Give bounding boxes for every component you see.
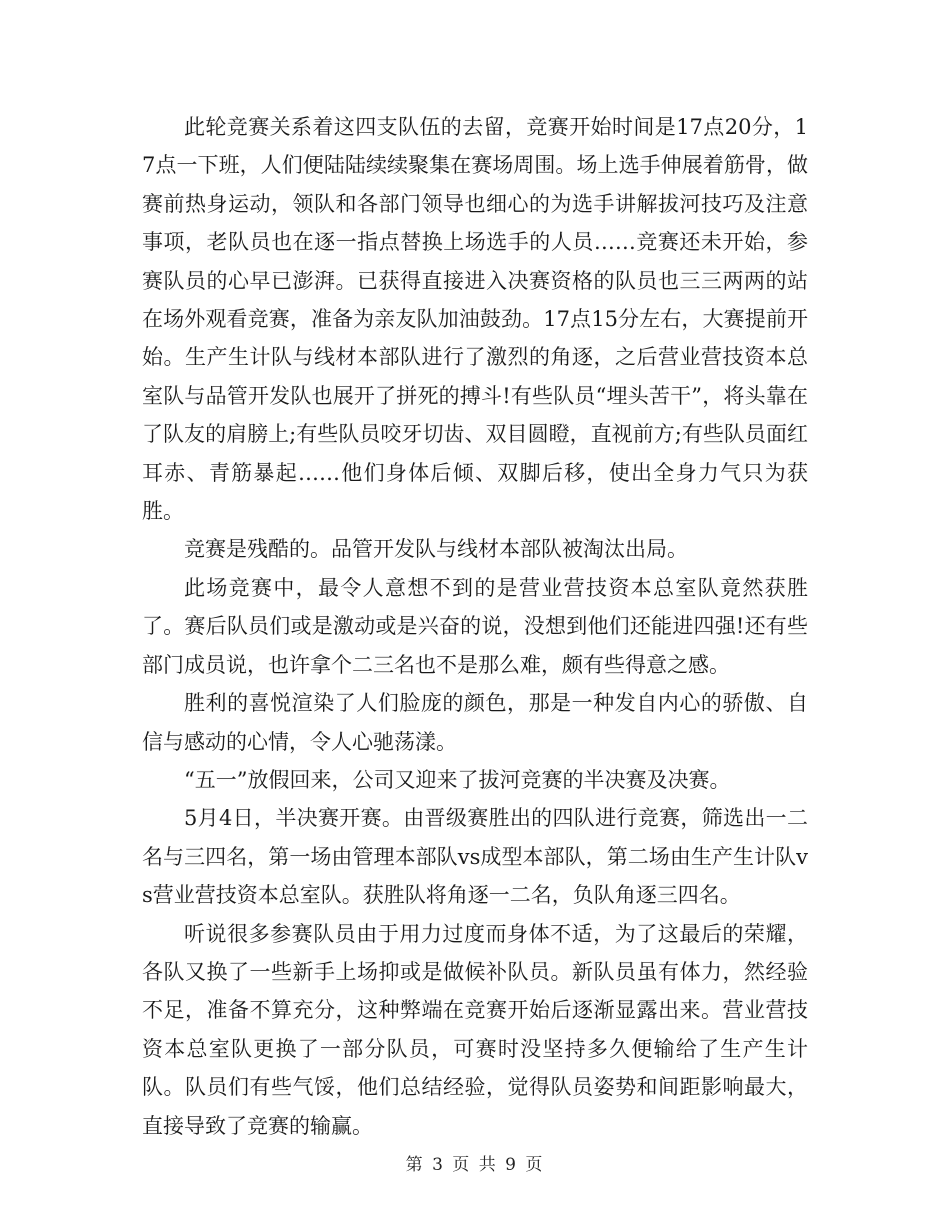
- paragraph: 此场竞赛中，最令人意想不到的是营业营技资本总室队竟然获胜了。赛后队员们或是激动或是兴奋的说，没想到他们还能进四强!还有些部门成员说，也许拿个二三名也不是那么难，颇有些得意之感。: [142, 575, 808, 677]
- paragraph: 胜利的喜悦渲染了人们脸庞的颜色，那是一种发自内心的骄傲、自信与感动的心情，令人心驰荡漾。: [142, 691, 808, 754]
- paragraph: 5月4日，半决赛开赛。由晋级赛胜出的四队进行竞赛，筛选出一二名与三四名，第一场由管理本部队vs成型本部队，第二场由生产生计队vs营业营技资本总室队。获胜队将角逐一二名，负队角逐三四名。: [142, 806, 808, 908]
- paragraph: 竞赛是残酷的。品管开发队与线材本部队被淘汰出局。: [184, 537, 688, 562]
- page-number-footer: 第 3 页 共 9 页: [405, 1155, 545, 1175]
- paragraph: 此轮竞赛关系着这四支队伍的去留，竞赛开始时间是17点20分，17点一下班，人们便陆陆续续聚集在赛场周围。场上选手伸展着筋骨，做赛前热身运动，领队和各部门领导也细心的为选手讲解拔河技巧及注意事项，老队员也在逐一指点替换上场选手的人员……竞赛还未开始，参赛队员的心早已澎湃。已获得直接进入决赛资格的队员也三三两两的站在场外观看竞赛，准备为亲友队加油鼓劲。17点15分左右，大赛提前开始。生产生计队与线材本部队进行了激烈的角逐，之后营业营技资本总室队与品管开发队也展开了拼死的搏斗!有些队员“埋头苦干”，将头靠在了队友的肩膀上;有些队员咬牙切齿、双目圆瞪，直视前方;有些队员面红耳赤、青筋暴起……他们身体后倾、双脚后移，使出全身力气只为获胜。: [142, 115, 808, 524]
- paragraph: 听说很多参赛队员由于用力过度而身体不适，为了这最后的荣耀，各队又换了一些新手上场抑或是做候补队员。新队员虽有体力，然经验不足，准备不算充分，这种弊端在竞赛开始后逐渐显露出来。营业营技资本总室队更换了一部分队员，可赛时没坚持多久便输给了生产生计队。队员们有些气馁，他们总结经验，觉得队员姿势和间距影响最大，直接导致了竞赛的输赢。: [142, 921, 808, 1138]
- paragraph: “五一”放假回来，公司又迎来了拔河竞赛的半决赛及决赛。: [184, 767, 731, 792]
- document-body: [142, 108, 808, 1145]
